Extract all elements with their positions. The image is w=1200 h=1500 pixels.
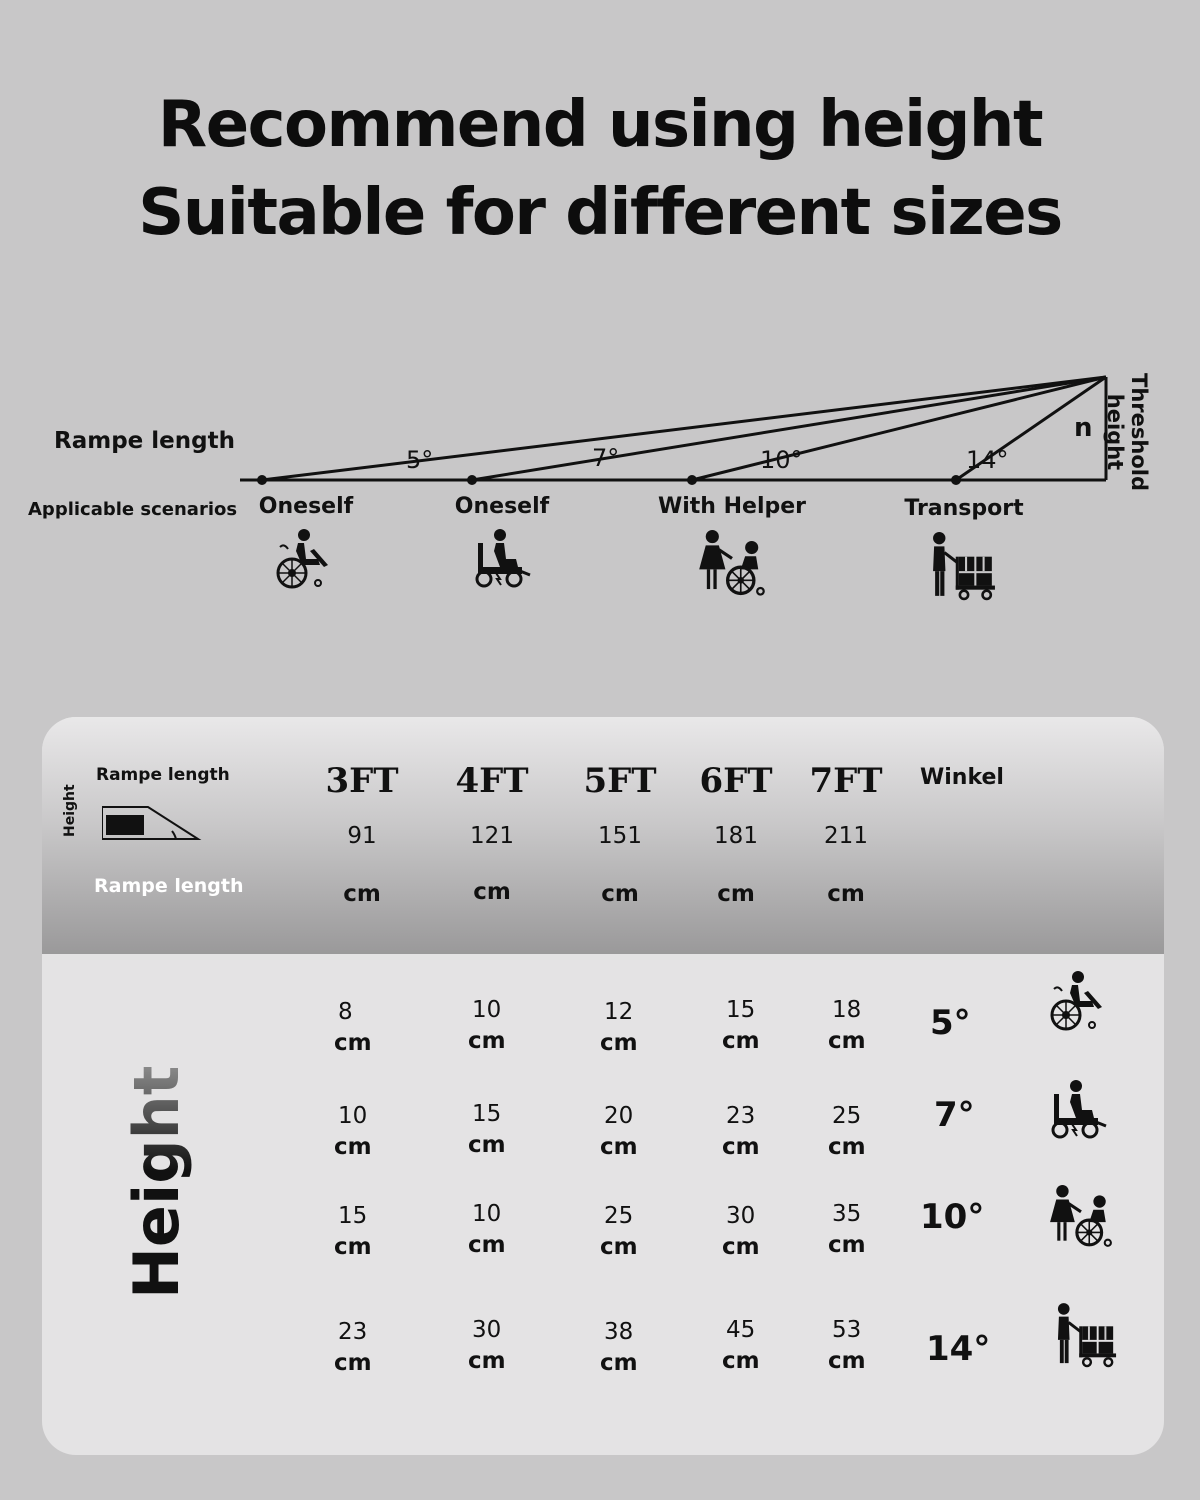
cell-unit: cm [828, 1232, 866, 1258]
column-cm: 91 [347, 823, 377, 849]
table-cell [722, 1315, 802, 1377]
column-ft: 4FT [455, 761, 529, 801]
ramp-point-5deg [257, 475, 267, 485]
threshold-height-label: Threshold height [1103, 373, 1151, 491]
cell-value: 15 [472, 1101, 502, 1127]
cell-unit: cm [334, 1134, 372, 1160]
column-unit: cm [827, 881, 865, 907]
table-cell [468, 1315, 548, 1377]
cell-value: 35 [832, 1201, 862, 1227]
row-angle: 7° [934, 1095, 975, 1135]
column-ft: 7FT [809, 761, 883, 801]
cell-value: 10 [338, 1103, 368, 1129]
column-7ft [786, 761, 906, 907]
angle-label-10deg: 10° [760, 446, 803, 474]
cell-value: 53 [832, 1317, 862, 1343]
mini-ramp-icon [102, 805, 202, 845]
cell-unit: cm [600, 1030, 638, 1056]
n-label: n [1074, 413, 1093, 443]
cell-unit: cm [722, 1234, 760, 1260]
table-cell [334, 1101, 414, 1163]
table-cell [334, 1317, 414, 1379]
table-cell [600, 997, 680, 1059]
angle-label-14deg: 14° [966, 446, 1009, 474]
angle-label-7deg: 7° [592, 444, 620, 472]
table-cell [600, 1201, 680, 1263]
row-angle: 14° [926, 1329, 991, 1369]
column-unit: cm [601, 881, 639, 907]
row-angle: 10° [920, 1197, 985, 1237]
column-6ft [676, 761, 796, 907]
cell-value: 45 [726, 1317, 756, 1343]
cell-unit: cm [828, 1028, 866, 1054]
rampe-length-axis-label: Rampe length [94, 875, 244, 897]
cell-value: 25 [604, 1203, 634, 1229]
scenario-oneself-electric [402, 494, 602, 593]
column-3ft [302, 761, 422, 907]
ramp-point-14deg [951, 475, 961, 485]
table-cell [334, 1201, 414, 1263]
headline-line1: Recommend using height [157, 88, 1043, 162]
height-table-card [42, 717, 1164, 1455]
height-row-axis-label: Height [120, 1065, 193, 1299]
cell-value: 30 [472, 1317, 502, 1343]
table-cell [828, 1199, 908, 1261]
winkel-header-label: Winkel [920, 765, 1004, 790]
scenario-label: With Helper [657, 494, 807, 519]
angle-label-5deg: 5° [406, 446, 434, 474]
electric-wheelchair-icon [470, 529, 534, 593]
rampe-length-header-label: Rampe length [96, 765, 230, 785]
table-cell [828, 1315, 908, 1377]
column-ft: 6FT [699, 761, 773, 801]
cell-value: 12 [604, 999, 634, 1025]
column-4ft [432, 761, 552, 905]
cell-value: 15 [338, 1203, 368, 1229]
column-cm: 211 [824, 823, 868, 849]
table-cell [722, 995, 802, 1057]
table-cell [828, 1101, 908, 1163]
cell-unit: cm [722, 1028, 760, 1054]
cell-value: 18 [832, 997, 862, 1023]
scenario-label: Oneself [258, 494, 354, 519]
helper-wheelchair-icon [1048, 1185, 1114, 1251]
cell-value: 23 [726, 1103, 756, 1129]
cell-unit: cm [334, 1350, 372, 1376]
column-cm: 181 [714, 823, 758, 849]
table-cell [828, 995, 908, 1057]
helper-wheelchair-icon [697, 529, 767, 601]
cell-unit: cm [828, 1348, 866, 1374]
table-cell [468, 1099, 548, 1161]
applicable-scenarios-label: Applicable scenarios [28, 499, 238, 520]
table-cell [722, 1101, 802, 1163]
manual-wheelchair-icon [274, 529, 338, 593]
cell-unit: cm [828, 1134, 866, 1160]
cart-transport-icon [1056, 1301, 1118, 1371]
column-cm: 121 [470, 823, 514, 849]
cell-value: 10 [472, 1201, 502, 1227]
column-unit: cm [343, 881, 381, 907]
scenario-transport [864, 496, 1064, 603]
column-cm: 151 [598, 823, 642, 849]
cell-unit: cm [722, 1134, 760, 1160]
ramp-point-7deg [467, 475, 477, 485]
row-angle: 5° [930, 1003, 971, 1043]
cell-unit: cm [722, 1348, 760, 1374]
cell-value: 38 [604, 1319, 634, 1345]
table-cell [722, 1201, 802, 1263]
scenario-label: Transport [904, 496, 1024, 521]
cell-value: 30 [726, 1203, 756, 1229]
column-ft: 5FT [583, 761, 657, 801]
cell-unit: cm [334, 1030, 372, 1056]
cart-transport-icon [931, 531, 997, 603]
cell-value: 15 [726, 997, 756, 1023]
column-ft: 3FT [325, 761, 399, 801]
headline-line2: Suitable for different sizes [138, 176, 1062, 250]
cell-value: 25 [832, 1103, 862, 1129]
table-cell [600, 1101, 680, 1163]
table-cell [334, 997, 414, 1059]
cell-unit: cm [468, 1028, 506, 1054]
ramp-angle-diagram [0, 320, 1200, 500]
table-cell [468, 1199, 548, 1261]
rampe-length-label: Rampe length [54, 428, 235, 454]
scenario-with-helper [632, 494, 832, 601]
ramp-line-10deg [692, 377, 1106, 480]
cell-unit: cm [600, 1350, 638, 1376]
column-unit: cm [717, 881, 755, 907]
electric-wheelchair-icon [1046, 1079, 1110, 1145]
cell-unit: cm [468, 1348, 506, 1374]
column-unit: cm [473, 879, 511, 905]
cell-unit: cm [334, 1234, 372, 1260]
height-header-label: Height [62, 784, 78, 837]
manual-wheelchair-icon [1048, 971, 1112, 1035]
scenario-label: Oneself [454, 494, 550, 519]
table-cell [600, 1317, 680, 1379]
cell-unit: cm [600, 1234, 638, 1260]
column-5ft [560, 761, 680, 907]
table-cell [468, 995, 548, 1057]
cell-value: 23 [338, 1319, 368, 1345]
cell-value: 20 [604, 1103, 634, 1129]
cell-value: 8 [338, 999, 353, 1025]
cell-unit: cm [468, 1232, 506, 1258]
cell-unit: cm [600, 1134, 638, 1160]
cell-unit: cm [468, 1132, 506, 1158]
ramp-point-10deg [687, 475, 697, 485]
cell-value: 10 [472, 997, 502, 1023]
scenario-oneself-manual [206, 494, 406, 593]
